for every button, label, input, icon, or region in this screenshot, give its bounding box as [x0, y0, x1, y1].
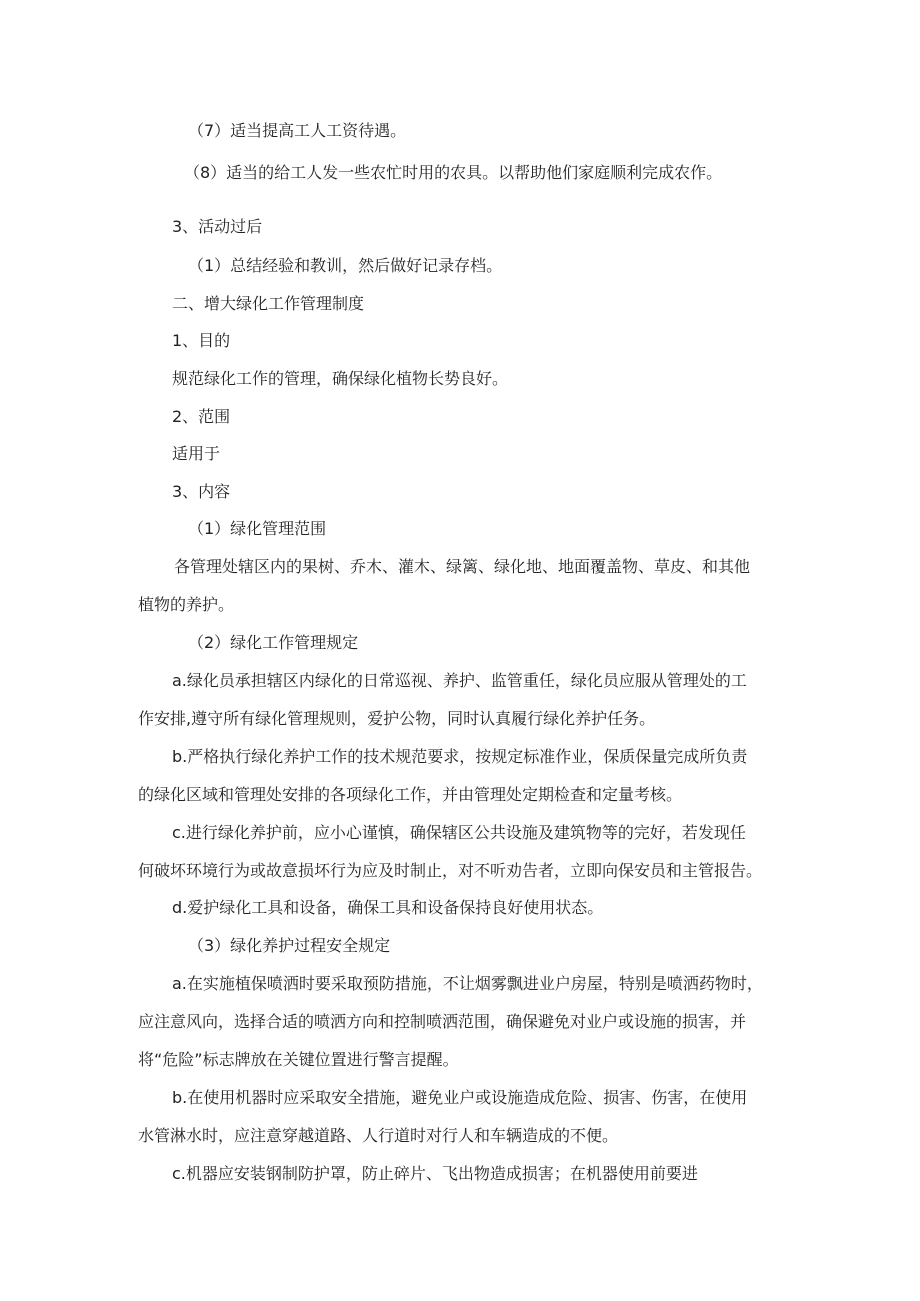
paragraph-line: c.机器应安装钢制防护罩，防止碎片、飞出物造成损害；在机器使用前要进	[172, 1164, 698, 1183]
heading-purpose: 1、目的	[172, 331, 231, 350]
item-8: （8）适当的给工人发一些农忙时用的农具。以帮助他们家庭顺利完成农作。	[184, 163, 723, 182]
heading-content: 3、内容	[172, 482, 231, 501]
subheading-work-rules: （2）绿化工作管理规定	[188, 633, 359, 652]
subheading-safety-rules: （3）绿化养护过程安全规定	[188, 936, 391, 955]
paragraph-line: 应注意风向，选择合适的喷洒方向和控制喷洒范围，确保避免对业户或设施的损害，并	[138, 1012, 747, 1031]
paragraph-line: 的绿化区域和管理处安排的各项绿化工作，并由管理处定期检查和定量考核。	[138, 785, 683, 804]
paragraph-line: 何破坏环境行为或故意损坏行为应及时制止，对不听劝告者，立即向保安员和主管报告。	[138, 861, 763, 880]
paragraph-line: b.在使用机器时应采取安全措施，避免业户或设施造成危险、损害、伤害，在使用	[172, 1088, 748, 1107]
paragraph-line: b.严格执行绿化养护工作的技术规范要求，按规定标准作业，保质保量完成所负责	[172, 747, 748, 766]
item-7: （7）适当提高工人工资待遇。	[188, 121, 407, 140]
paragraph-line: 植物的养护。	[138, 595, 235, 614]
paragraph-line: c.进行绿化养护前，应小心谨慎，确保辖区公共设施及建筑物等的完好，若发现任	[172, 823, 746, 842]
heading-scope: 2、范围	[172, 407, 231, 426]
after-item-1: （1）总结经验和教训，然后做好记录存档。	[188, 256, 503, 275]
purpose-text: 规范绿化工作的管理，确保绿化植物长势良好。	[172, 369, 509, 388]
subheading-management-scope: （1）绿化管理范围	[188, 519, 327, 538]
section-heading-greening: 二、增大绿化工作管理制度	[172, 294, 365, 313]
paragraph-line: a.在实施植保喷洒时要采取预防措施，不让烟雾飘进业户房屋，特别是喷洒药物时，	[172, 974, 763, 993]
paragraph-line: d.爱护绿化工具和设备，确保工具和设备保持良好使用状态。	[172, 898, 604, 917]
paragraph-line: 将“危险”标志牌放在关键位置进行警言提醒。	[138, 1050, 459, 1069]
scope-text: 适用于	[172, 444, 221, 463]
paragraph-line: a.绿化员承担辖区内绿化的日常巡视、养护、监管重任，绿化员应服从管理处的工	[172, 671, 747, 690]
heading-after-activity: 3、活动过后	[172, 217, 263, 236]
paragraph-line: 各管理处辖区内的果树、乔木、灌木、绿篱、绿化地、地面覆盖物、草皮、和其他	[174, 557, 751, 576]
paragraph-line: 作安排,遵守所有绿化管理规则，爱护公物，同时认真履行绿化养护任务。	[138, 709, 656, 728]
paragraph-line: 水管淋水时，应注意穿越道路、人行道时对行人和车辆造成的不便。	[138, 1126, 619, 1145]
